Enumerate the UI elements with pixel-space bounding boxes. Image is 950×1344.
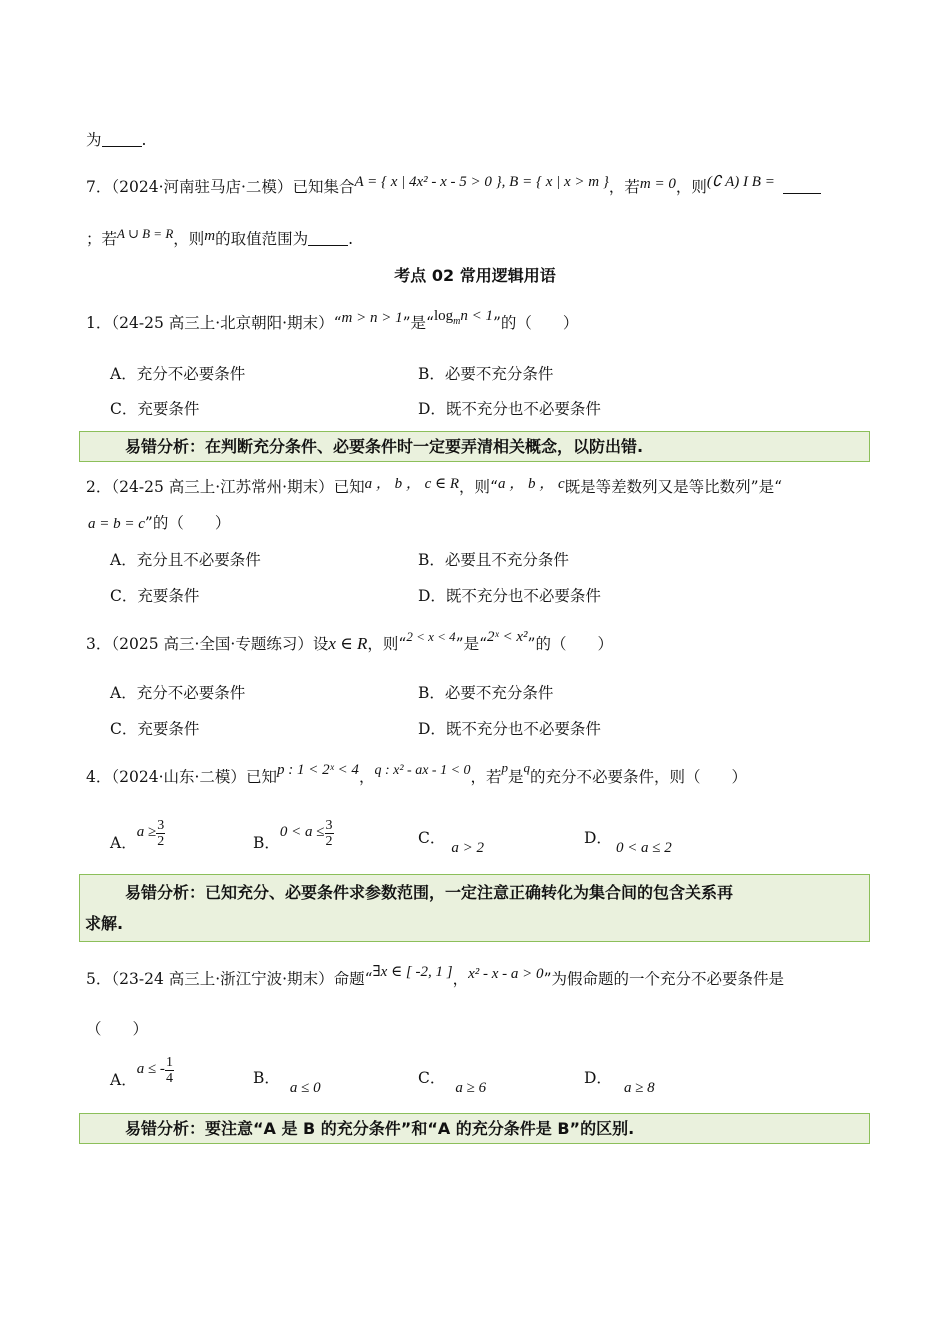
q5-option-b[interactable] [253,1068,321,1096]
math-log-arg: n < 1 [460,308,493,324]
text: 是 [508,768,524,786]
math-q: q [523,760,531,775]
math-vars: a ， b ， c ∈ R [364,476,460,492]
math-condition-p: 2 < x < 4 [406,629,456,644]
question-3 [86,629,613,655]
option-label: C． [418,1069,446,1087]
text: . [348,230,354,248]
q5-option-d[interactable] [584,1068,655,1096]
math-x-in-r: x ∈ R [328,634,368,653]
numerator: 1 [165,1055,173,1070]
math-set-b: , B = { x | x > m } [501,174,609,190]
q3-option-c[interactable]: C．充要条件 [110,720,200,738]
text: ；若 [86,230,118,248]
q4-option-c[interactable] [418,828,484,856]
question-1 [86,308,579,340]
math-option: a ≤ 0 [289,1080,321,1096]
math-condition-p: m > n > 1 [341,310,403,326]
option-label: A． [110,833,137,852]
question-number: 1． [86,314,112,332]
text: ”的（ ） [144,514,231,532]
error-analysis-text: 易错分析：要注意“A 是 B 的充分条件”和“A 的充分条件是 B”的区别. [125,1119,635,1138]
question-source: （2024·河南驻马店·二模） [111,178,293,196]
option-label: B． [253,833,280,852]
question-source: （24-25 高三上·北京朝阳·期末） [111,314,334,332]
q5-option-c[interactable] [418,1068,487,1096]
q3-option-b[interactable]: B．必要不充分条件 [418,684,554,702]
math-option: a ≤ - [136,1060,165,1077]
text: 已知 [245,768,277,786]
question-source: （24-25 高三上·江苏常州·期末） [111,478,334,496]
math-option: 0 < a ≤ [279,823,325,840]
question-number: 4． [86,768,112,786]
math-option: 0 < a ≤ 2 [615,840,672,856]
math-m: m [204,228,216,244]
text: 命题“ [333,970,373,988]
question-2-line1 [86,477,782,498]
math-union: A ∪ B = R [117,226,174,241]
text: 设 [312,635,329,653]
math-condition-q: 2ˣ < x² [487,629,528,645]
text: ”是“ [402,314,434,332]
text: “ [333,314,342,332]
question-4 [86,760,748,789]
q1-option-a[interactable]: A．充分不必要条件 [110,365,246,383]
q1-option-b[interactable]: B．必要不充分条件 [418,365,554,383]
math-equality: a = b = c [88,516,145,532]
math-condition-q: q : x² - ax - 1 < 0 [374,763,471,778]
question-2-line2 [88,513,230,534]
option-label: D． [584,829,612,847]
text: 已知 [333,478,365,496]
math-set-a: A = { x | 4x² - x - 5 > 0 } [354,174,502,190]
q3-option-a[interactable]: A．充分不必要条件 [110,684,246,702]
text: ，则 [675,178,707,196]
text: 为 [86,131,102,149]
text: ，若 [608,178,640,196]
text: 的充分不必要条件，则（ ） [530,768,748,786]
q6-tail [86,130,146,150]
text: ”的（ ） [493,314,579,332]
numerator: 3 [325,818,333,833]
question-number: 3． [86,635,112,653]
text: ”的（ ） [527,635,613,653]
text: ”是“ [455,635,488,653]
error-analysis-box-1 [79,431,870,462]
text: 已知集合 [292,178,355,196]
text: ，则“ [459,478,498,496]
fraction [156,818,165,849]
text: ， [358,768,375,786]
math-condition-p: p : 1 < 2ˣ < 4 [276,762,359,778]
math-expr-text: (∁ A) I B = [706,174,775,190]
math-option: a ≥ 8 [623,1080,655,1096]
error-analysis-box-3 [79,1113,870,1144]
question-number: 7． [86,178,112,196]
q2-option-c[interactable]: C．充要条件 [110,587,200,605]
math-inequality: x² - x - a > 0 [468,966,544,982]
math-condition: m = 0 [639,176,676,192]
answer-blank [102,132,142,147]
question-number: 5． [86,970,112,988]
option-label: A． [110,1070,137,1089]
answer-blank [308,231,348,246]
text: . [141,131,147,149]
option-label: B． [253,1069,280,1087]
question-7-line1 [86,174,821,198]
text: 既是等差数列又是等比数列”是“ [564,478,783,496]
math-condition-q [433,308,493,327]
error-analysis-text: 易错分析：已知充分、必要条件求参数范围，一定注意正确转化为集合间的包含关系再 [125,883,734,902]
text: ，则 [173,230,205,248]
q3-option-d[interactable]: D．既不充分也不必要条件 [418,720,601,738]
math-log: log [433,308,454,324]
q4-option-b[interactable] [253,818,334,852]
text: ，若 [470,768,502,786]
math-p: p [501,760,509,775]
denominator: 2 [325,834,333,849]
q2-option-b[interactable]: B．必要且不充分条件 [418,551,569,569]
question-number: 2． [86,478,112,496]
option-label: D． [584,1069,612,1087]
error-analysis-text: 易错分析：在判断充分条件、必要条件时一定要弄清相关概念，以防出错. [125,437,644,456]
question-source: （23-24 高三上·浙江宁波·期末） [111,970,334,988]
error-analysis-box-2 [79,874,870,942]
question-source: （2025 高三·全国·专题练习） [111,635,313,653]
denominator: 2 [157,834,165,849]
text: 的取值范围为 [215,230,309,248]
math-log-base: m [453,316,461,327]
question-7-line2 [86,226,354,250]
text: ，则“ [367,635,407,653]
math-exists: ∃x ∈ [ -2, 1 ] [372,964,453,980]
q4-option-d[interactable] [584,828,672,856]
option-label: C． [418,829,446,847]
q5-option-a[interactable] [110,1055,174,1089]
section-heading: 考点 02 常用逻辑用语 [394,266,556,285]
error-analysis-text: 求解. [85,914,124,933]
q2-option-a[interactable]: A．充分且不必要条件 [110,551,261,569]
math-option: a ≥ [136,823,157,840]
question-5 [86,964,784,990]
math-vars: a ， b ， c [497,476,565,492]
q4-option-a[interactable] [110,818,165,852]
fraction [325,818,334,849]
text: ， [452,970,469,988]
question-5-paren: （ ） [86,1020,149,1038]
text: ”为假命题的一个充分不必要条件是 [543,970,784,988]
answer-blank [783,179,821,194]
math-expression [707,174,775,190]
q1-option-d[interactable]: D．既不充分也不必要条件 [418,400,601,418]
math-option: a ≥ 6 [455,1080,487,1096]
denominator: 4 [165,1071,173,1086]
fraction [165,1055,174,1086]
numerator: 3 [157,818,165,833]
q1-option-c[interactable]: C．充要条件 [110,400,200,418]
math-option: a > 2 [451,840,484,856]
question-source: （2024·山东·二模） [111,768,246,786]
q2-option-d[interactable]: D．既不充分也不必要条件 [418,587,601,605]
